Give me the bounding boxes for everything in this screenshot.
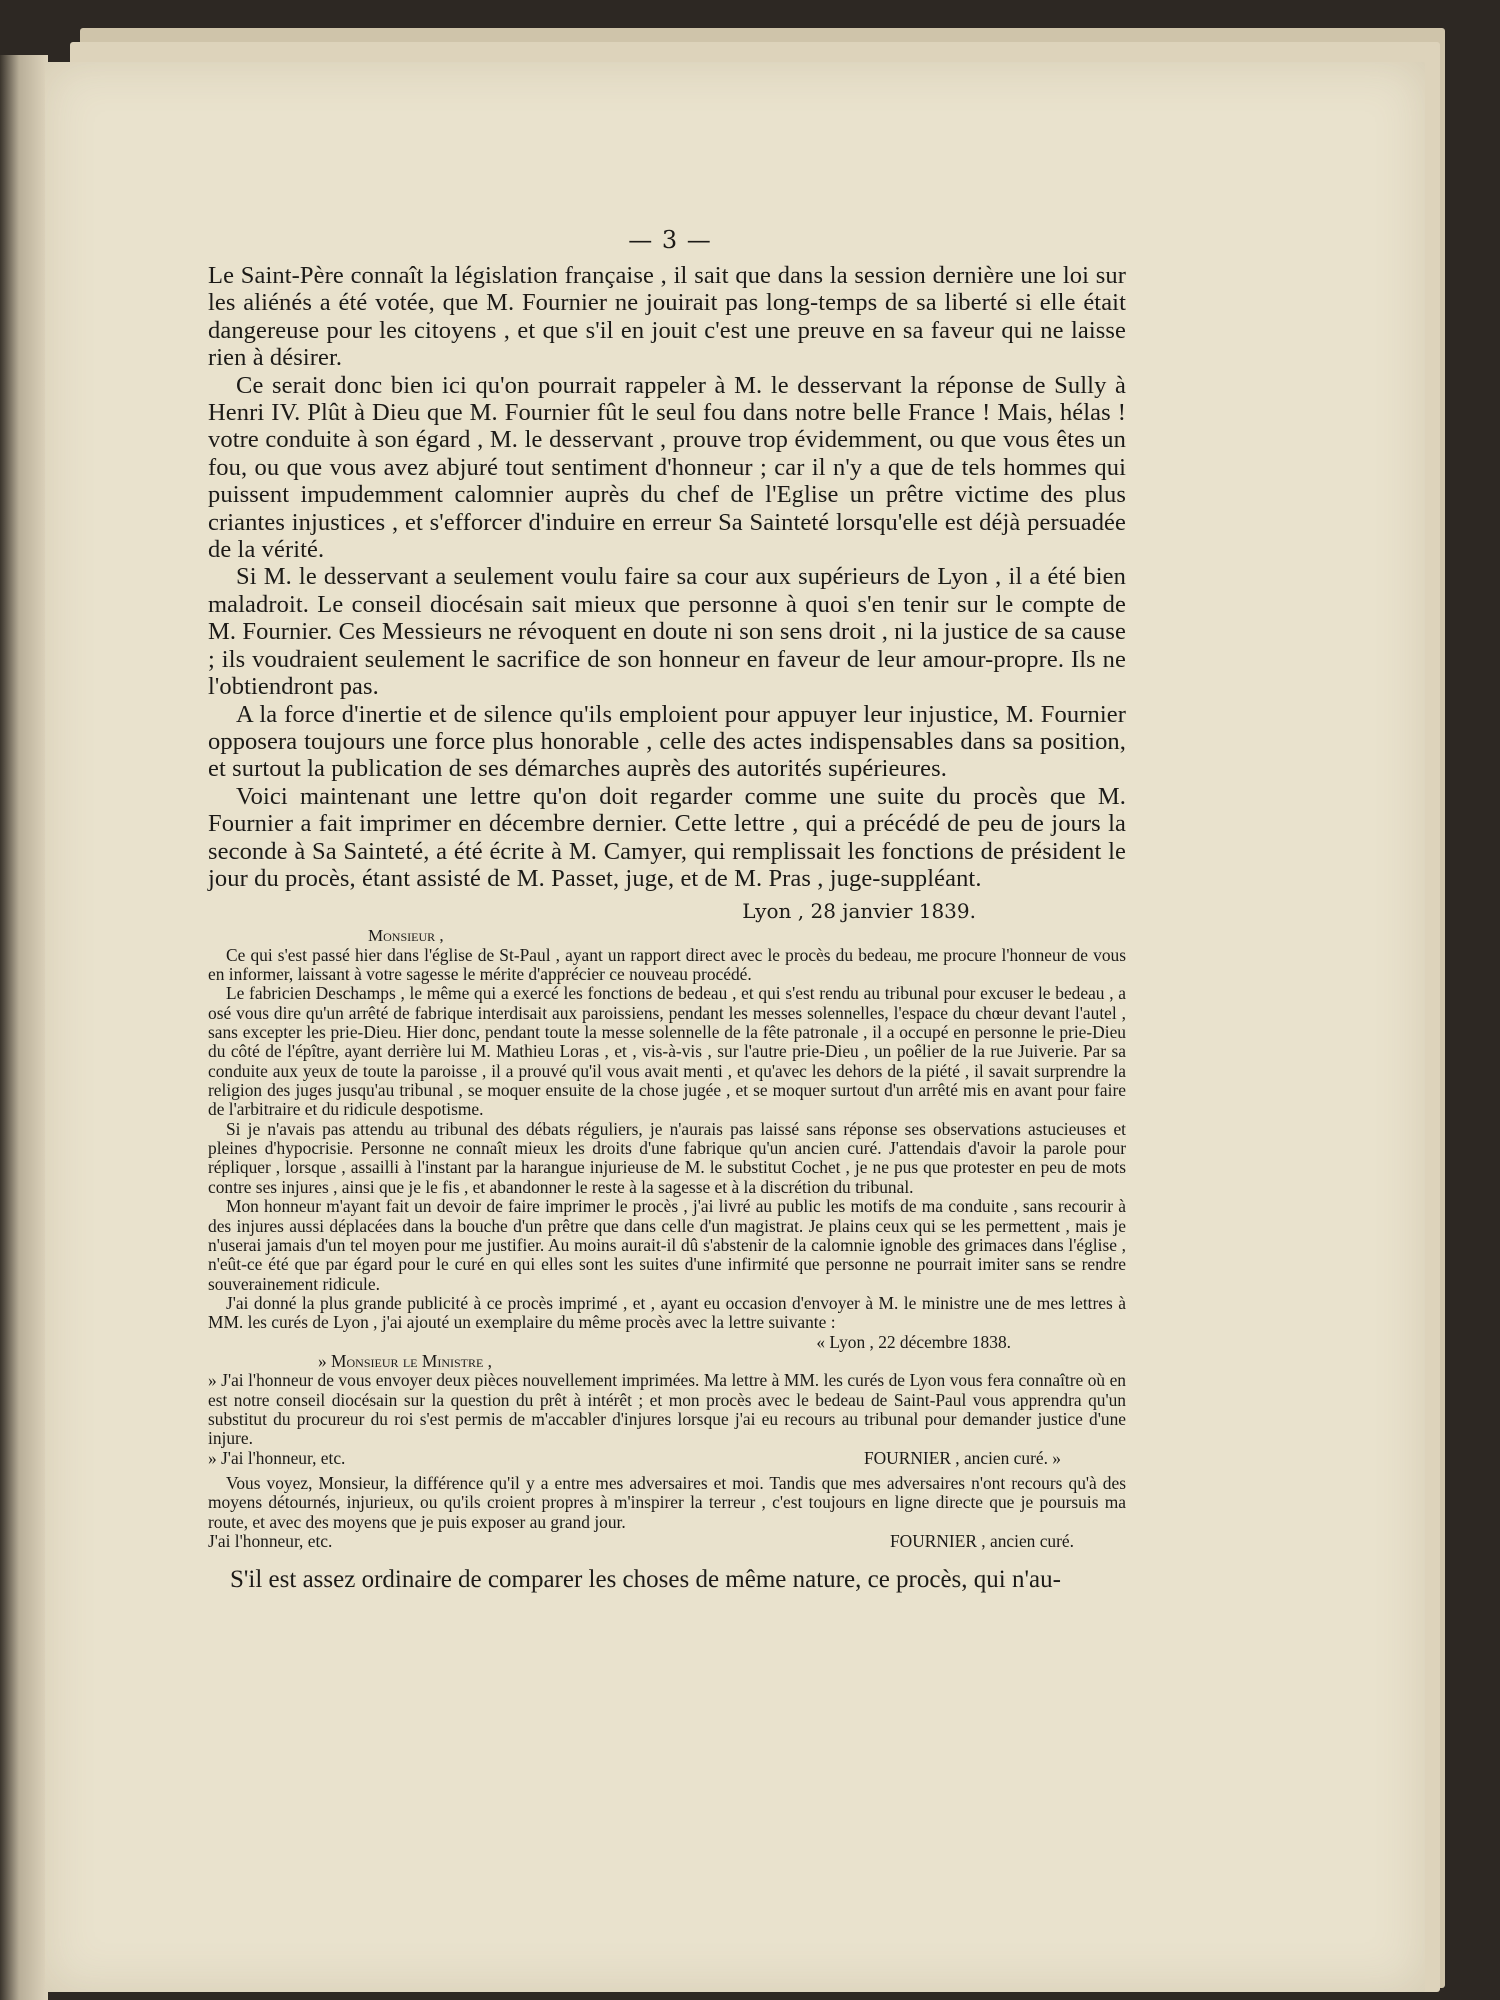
letter-paragraph-4: Mon honneur m'ayant fait un devoir de faire imprimer le procès , j'ai livré au public les motifs de ma conduite , sans recourir à des injures aussi déplacées dans la bouche d'un prêtre que dans celle d'un magistrat. Je plains ceux qui se les permettent , mais je n'userai jamais d'un tel moyen pour me justifier. Au moins aurait-il dû s'abstenir de la calomnie ignoble des grimaces dans l'église , n'eût-ce été que par égard pour le curé en qui elles sont les suites d'une infirmité que personne ne pourrait imiter sans se rendre souverainement ridicule.: [208, 1196, 1126, 1294]
inner-letter-closing: » J'ai l'honneur, etc.: [208, 1447, 346, 1468]
letter-paragraph-2: Le fabricien Deschamps , le même qui a exercé les fonctions de bedeau , et qui s'est rendu au tribunal pour excuser le bedeau , a osé vous dire qu'un arrêté de fabrique interdisait aux paroissiens, pendant les messes solennelles, l'espace du chœur devant l'autel , sans excepter les prie-Dieu. Hier donc, pendant toute la messe solennelle de la fête patronale , il a occupé en personne le prie-Dieu du côté de l'épître, ayant derrière lui M. Mathieu Loras , et , vis-à-vis , sur l'autre prie-Dieu , un poêlier de la rue Juiverie. Par sa conduite aux yeux de toute la paroisse , il a prouvé qu'il vous avait menti , et qu'avec les dehors de la piété , il savait surprendre la religion des juges jusqu'au tribunal , se moquer ensuite de la chose jugée , et se moquer surtout d'un arrêté mis en avant pour faire de l'arbitraire et du ridicule despotisme.: [208, 983, 1126, 1120]
inner-letter-signoff: [208, 1449, 1126, 1468]
letter-signature: FOURNIER , ancien curé.: [889, 1531, 1074, 1551]
inner-letter-dateline: « Lyon , 22 décembre 1838.: [816, 1331, 1011, 1352]
paragraph-5: Voici maintenant une lettre qu'on doit regarder comme une suite du procès que M. Fournier a fait imprimer en décembre dernier. Cette lettre , qui a précédé de peu de jours la seconde à Sa Sainteté, a été écrite à M. Camyer, qui remplissait les fonctions de président le jour du procès, étant assisté de M. Passet, juge, et de M. Pras , juge-suppléant.: [208, 782, 1126, 892]
paragraph-2: Ce serait donc bien ici qu'on pourrait rappeler à M. le desservant la réponse de Sully à Henri IV. Plût à Dieu que M. Fournier fût le seul fou dans notre belle France ! Mais, hélas ! votre conduite à son égard , M. le desservant , prouve trop évidemment, ou que vous êtes un fou, ou que vous avez abjuré tout sentiment d'honneur ; car il n'y a que de tels hommes qui puissent impudemment calomnier auprès du chef de l'Eglise un prêtre victime des plus criantes injustices , et s'efforcer d'induire en erreur Sa Sainteté lorsqu'elle est déjà persuadée de la vérité.: [208, 371, 1126, 564]
continuation-line: S'il est assez ordinaire de comparer les choses de même nature, ce procès, qui n'au-: [230, 1566, 1061, 1594]
letter-body: [208, 926, 1126, 1551]
paragraph-4: A la force d'inertie et de silence qu'ils emploient pour appuyer leur injustice, M. Fournier opposera toujours une force plus honorable , celle des actes indispensables dans sa position, et surtout la publication de ses démarches auprès des autorités supérieures.: [208, 700, 1126, 783]
letter-final-paragraph: Vous voyez, Monsieur, la différence qu'il y a entre mes adversaires et moi. Tandis que mes adversaires n'ont recours qu'à des moyens détournés, injurieux, ou qu'ils croient propres à m'inspirer la terreur , c'est toujours en ligne directe que je poursuis ma route, et avec des moyens que je puis exposer au grand jour.: [208, 1472, 1126, 1532]
letter-dateline: Lyon , 28 janvier 1839.: [742, 899, 976, 924]
letter-closing: J'ai l'honneur, etc.: [208, 1531, 333, 1551]
inner-letter-body: » J'ai l'honneur de vous envoyer deux pièces nouvellement imprimées. Ma lettre à MM. les curés de Lyon vous fera connaître où en est notre conseil diocésain sur la question du prêt à intérêt ; et mon procès avec le bedeau de Saint-Paul vous apprendra qu'un substitut du procureur du roi s'est permis de m'accabler d'injures lorsque j'ai eu recours au tribunal pour demander justice d'une injure.: [208, 1370, 1126, 1449]
letter-paragraph-1: Ce qui s'est passé hier dans l'église de St-Paul , ayant un rapport direct avec le procès du bedeau, me procure l'honneur de vous en informer, laissant à votre sagesse le mérite d'apprécier ce nouveau procédé.: [208, 944, 1126, 985]
page-number: — 3 —: [628, 226, 712, 254]
paragraph-3: Si M. le desservant a seulement voulu faire sa cour aux supérieurs de Lyon , il a été bien maladroit. Le conseil diocésain sait mieux que personne à quoi s'en tenir sur le compte de M. Fournier. Ces Messieurs ne révoquent en doute ni son sens droit , ni la justice de sa cause ; ils voudraient seulement le sacrifice de son honneur en faveur de leur amour-propre. Ils ne l'obtiendront pas.: [208, 563, 1126, 701]
inner-letter-greeting: » Monsieur le Ministre ,: [318, 1350, 493, 1371]
letter-greeting: Monsieur ,: [368, 926, 444, 946]
letter-signoff: [208, 1532, 1126, 1551]
left-page-edge: [0, 55, 48, 2000]
inner-letter-signature: FOURNIER , ancien curé. »: [863, 1447, 1061, 1468]
letter-paragraph-5: J'ai donné la plus grande publicité à ce procès imprimé , et , ayant eu occasion d'envoyer à M. le ministre une de mes lettres à MM. les curés de Lyon , j'ai ajouté un exemplaire du même procès avec la lettre suivante :: [208, 1292, 1126, 1333]
page-body: [208, 222, 1126, 1595]
paragraph-1: Le Saint-Père connaît la législation française , il sait que dans la session dernière une loi sur les aliénés a été votée, que M. Fournier ne jouirait pas long-temps de sa liberté si elle était dangereuse pour les citoyens , et que s'il en jouit c'est une preuve en sa faveur qui ne laisse rien à désirer.: [208, 262, 1126, 372]
main-text: [208, 262, 1126, 892]
letter-paragraph-3: Si je n'avais pas attendu au tribunal des débats réguliers, je n'aurais pas laissé sans réponse ses observations astucieuses et pleines d'hypocrisie. Personne ne connaît mieux les droits d'une fabrique qu'un ancien curé. J'attendais d'avoir la parole pour répliquer , lorsque , assailli à l'instant par la harangue injurieuse de M. le substitut Cochet , je ne pus que protester en peu de mots contre ses injures , ainsi que je le fis , et abandonner le reste à la sagesse et à la discrétion du tribunal.: [208, 1118, 1126, 1197]
